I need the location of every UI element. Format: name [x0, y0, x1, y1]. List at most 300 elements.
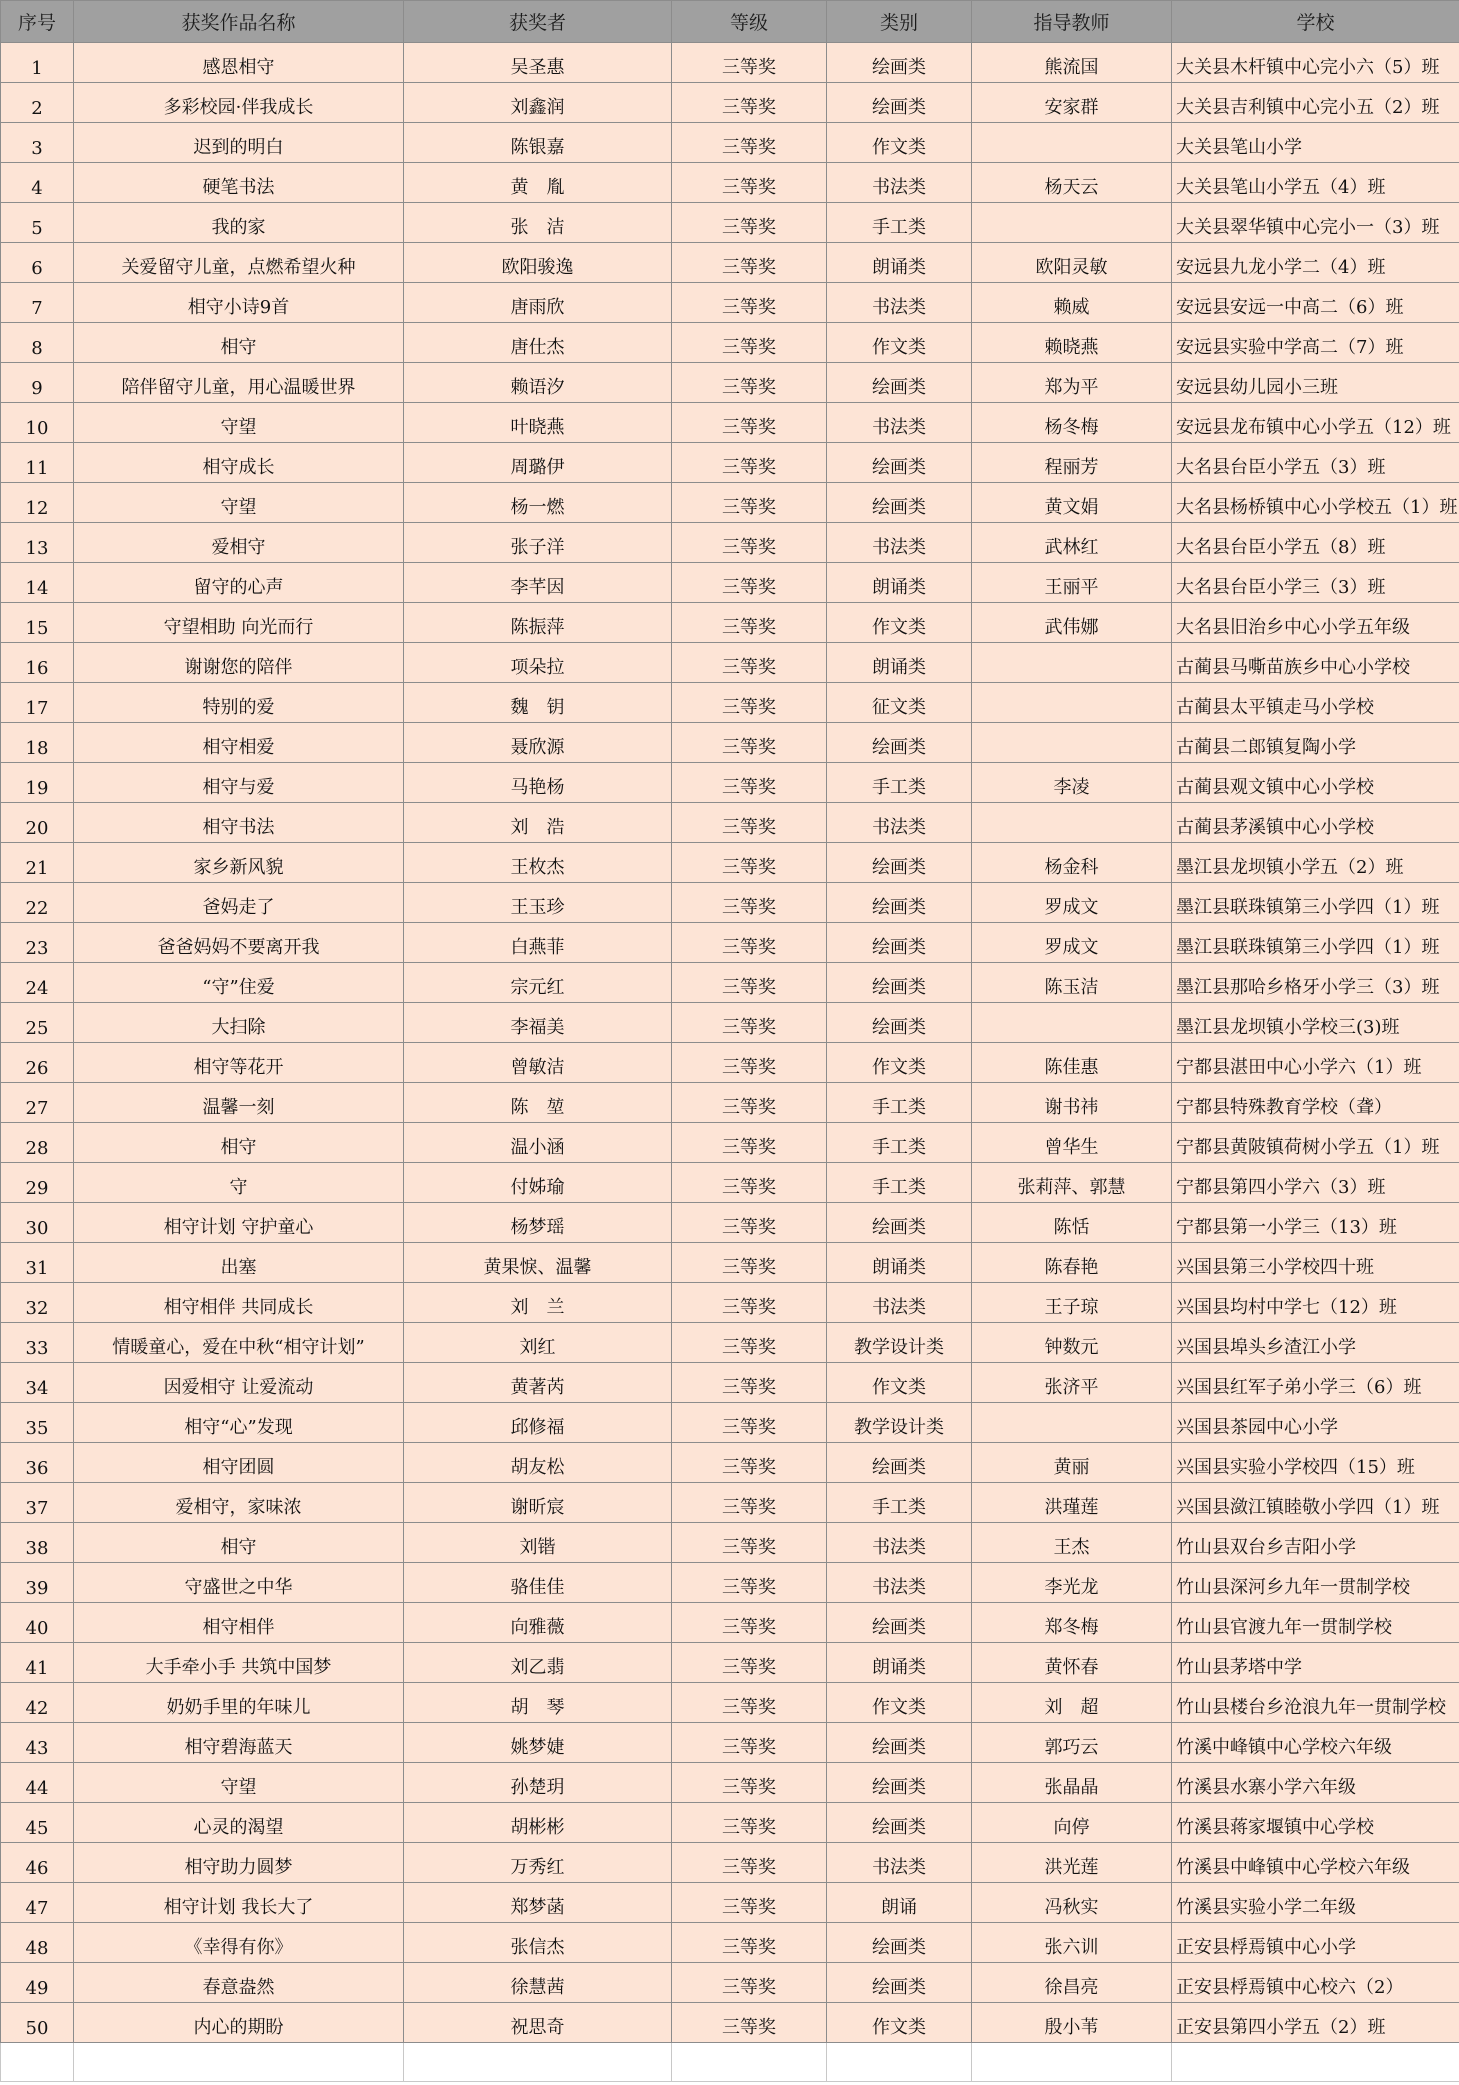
cell-level[interactable]: 三等奖 [672, 963, 827, 1003]
cell-school[interactable]: 兴国县埠头乡渣江小学 [1172, 1323, 1459, 1363]
cell-work-title[interactable]: 相守助力圆梦 [74, 1843, 404, 1883]
cell-category[interactable]: 手工类 [827, 1483, 972, 1523]
cell-work-title[interactable]: 春意盎然 [74, 1963, 404, 2003]
cell-school[interactable]: 竹山县双台乡吉阳小学 [1172, 1523, 1459, 1563]
cell-winner[interactable]: 黄 胤 [404, 163, 672, 203]
cell-work-title[interactable]: 心灵的渴望 [74, 1803, 404, 1843]
cell-category[interactable]: 书法类 [827, 1563, 972, 1603]
cell-work-title[interactable]: 相守“心”发现 [74, 1403, 404, 1443]
cell-index[interactable]: 43 [1, 1723, 74, 1763]
cell-teacher[interactable]: 武伟娜 [972, 603, 1172, 643]
cell-school[interactable]: 古蔺县茅溪镇中心小学校 [1172, 803, 1459, 843]
cell-teacher[interactable]: 陈佳惠 [972, 1043, 1172, 1083]
cell-teacher[interactable] [972, 723, 1172, 763]
cell-level[interactable]: 三等奖 [672, 1123, 827, 1163]
cell-category[interactable]: 朗诵类 [827, 1243, 972, 1283]
cell-index[interactable]: 48 [1, 1923, 74, 1963]
cell-teacher[interactable] [972, 643, 1172, 683]
cell-winner[interactable]: 叶晓燕 [404, 403, 672, 443]
cell-winner[interactable]: 陈 堃 [404, 1083, 672, 1123]
cell-work-title[interactable]: 特别的爱 [74, 683, 404, 723]
cell-school[interactable]: 大名县杨桥镇中心小学校五（1）班 [1172, 483, 1459, 523]
cell-category[interactable]: 绘画类 [827, 923, 972, 963]
cell-category[interactable]: 绘画类 [827, 43, 972, 83]
cell-school[interactable]: 兴国县茶园中心小学 [1172, 1403, 1459, 1443]
cell-teacher[interactable]: 王杰 [972, 1523, 1172, 1563]
cell-school[interactable]: 竹山县官渡九年一贯制学校 [1172, 1603, 1459, 1643]
cell-winner[interactable]: 刘鑫润 [404, 83, 672, 123]
cell-level[interactable]: 三等奖 [672, 163, 827, 203]
cell-teacher[interactable]: 陈春艳 [972, 1243, 1172, 1283]
cell-category[interactable]: 朗诵类 [827, 563, 972, 603]
cell-teacher[interactable] [972, 203, 1172, 243]
cell-teacher[interactable]: 张晶晶 [972, 1763, 1172, 1803]
cell-level[interactable]: 三等奖 [672, 403, 827, 443]
cell-teacher[interactable] [972, 803, 1172, 843]
cell-index[interactable]: 22 [1, 883, 74, 923]
cell-category[interactable]: 绘画类 [827, 1603, 972, 1643]
cell-index[interactable]: 4 [1, 163, 74, 203]
cell-work-title[interactable]: 内心的期盼 [74, 2003, 404, 2043]
empty-cell[interactable] [672, 2043, 827, 2082]
cell-category[interactable]: 绘画类 [827, 883, 972, 923]
cell-category[interactable]: 绘画类 [827, 843, 972, 883]
cell-school[interactable]: 安远县安远一中高二（6）班 [1172, 283, 1459, 323]
cell-teacher[interactable]: 赖晓燕 [972, 323, 1172, 363]
cell-work-title[interactable]: 我的家 [74, 203, 404, 243]
cell-level[interactable]: 三等奖 [672, 1803, 827, 1843]
cell-work-title[interactable]: 相守 [74, 1123, 404, 1163]
cell-index[interactable]: 47 [1, 1883, 74, 1923]
cell-index[interactable]: 49 [1, 1963, 74, 2003]
cell-work-title[interactable]: 相守等花开 [74, 1043, 404, 1083]
cell-category[interactable]: 绘画类 [827, 1723, 972, 1763]
cell-level[interactable]: 三等奖 [672, 363, 827, 403]
cell-work-title[interactable]: 相守相伴 [74, 1603, 404, 1643]
cell-level[interactable]: 三等奖 [672, 923, 827, 963]
cell-level[interactable]: 三等奖 [672, 1443, 827, 1483]
cell-level[interactable]: 三等奖 [672, 283, 827, 323]
cell-teacher[interactable]: 钟数元 [972, 1323, 1172, 1363]
cell-index[interactable]: 20 [1, 803, 74, 843]
cell-category[interactable]: 绘画类 [827, 483, 972, 523]
cell-work-title[interactable]: 守盛世之中华 [74, 1563, 404, 1603]
cell-teacher[interactable]: 张济平 [972, 1363, 1172, 1403]
cell-level[interactable]: 三等奖 [672, 1763, 827, 1803]
cell-school[interactable]: 大名县台臣小学五（3）班 [1172, 443, 1459, 483]
cell-index[interactable]: 33 [1, 1323, 74, 1363]
cell-school[interactable]: 竹山县茅塔中学 [1172, 1643, 1459, 1683]
cell-level[interactable]: 三等奖 [672, 723, 827, 763]
cell-level[interactable]: 三等奖 [672, 1883, 827, 1923]
cell-category[interactable]: 绘画类 [827, 1763, 972, 1803]
cell-index[interactable]: 42 [1, 1683, 74, 1723]
cell-school[interactable]: 大名县台臣小学五（8）班 [1172, 523, 1459, 563]
cell-school[interactable]: 古蔺县太平镇走马小学校 [1172, 683, 1459, 723]
header-cell-teacher[interactable]: 指导教师 [972, 1, 1172, 43]
cell-school[interactable]: 竹溪中峰镇中心学校六年级 [1172, 1723, 1459, 1763]
cell-level[interactable]: 三等奖 [672, 1323, 827, 1363]
cell-level[interactable]: 三等奖 [672, 2003, 827, 2043]
cell-index[interactable]: 14 [1, 563, 74, 603]
cell-work-title[interactable]: 感恩相守 [74, 43, 404, 83]
cell-school[interactable]: 大关县笔山小学五（4）班 [1172, 163, 1459, 203]
cell-level[interactable]: 三等奖 [672, 483, 827, 523]
cell-school[interactable]: 墨江县龙坝镇小学五（2）班 [1172, 843, 1459, 883]
cell-winner[interactable]: 黄著芮 [404, 1363, 672, 1403]
cell-category[interactable]: 书法类 [827, 523, 972, 563]
cell-winner[interactable]: 胡 琴 [404, 1683, 672, 1723]
header-cell-school[interactable]: 学校 [1172, 1, 1459, 43]
cell-category[interactable]: 书法类 [827, 1523, 972, 1563]
cell-teacher[interactable]: 黄文娟 [972, 483, 1172, 523]
cell-category[interactable]: 朗诵类 [827, 243, 972, 283]
empty-cell[interactable] [827, 2043, 972, 2082]
cell-teacher[interactable]: 王丽平 [972, 563, 1172, 603]
cell-level[interactable]: 三等奖 [672, 763, 827, 803]
cell-category[interactable]: 作文类 [827, 323, 972, 363]
cell-level[interactable]: 三等奖 [672, 883, 827, 923]
cell-work-title[interactable]: 《幸得有你》 [74, 1923, 404, 1963]
cell-index[interactable]: 35 [1, 1403, 74, 1443]
cell-school[interactable]: 古蔺县二郎镇复陶小学 [1172, 723, 1459, 763]
cell-work-title[interactable]: “守”住爱 [74, 963, 404, 1003]
cell-level[interactable]: 三等奖 [672, 1483, 827, 1523]
cell-school[interactable]: 宁都县黄陂镇荷树小学五（1）班 [1172, 1123, 1459, 1163]
cell-teacher[interactable]: 陈玉洁 [972, 963, 1172, 1003]
cell-category[interactable]: 绘画类 [827, 363, 972, 403]
cell-work-title[interactable]: 爱相守，家味浓 [74, 1483, 404, 1523]
cell-work-title[interactable]: 陪伴留守儿童，用心温暖世界 [74, 363, 404, 403]
cell-work-title[interactable]: 关爱留守儿童，点燃希望火种 [74, 243, 404, 283]
cell-winner[interactable]: 王枚杰 [404, 843, 672, 883]
cell-teacher[interactable]: 李凌 [972, 763, 1172, 803]
cell-teacher[interactable]: 陈恬 [972, 1203, 1172, 1243]
cell-winner[interactable]: 孙楚玥 [404, 1763, 672, 1803]
cell-teacher[interactable]: 黄丽 [972, 1443, 1172, 1483]
cell-category[interactable]: 绘画类 [827, 723, 972, 763]
cell-index[interactable]: 21 [1, 843, 74, 883]
cell-winner[interactable]: 宗元红 [404, 963, 672, 1003]
cell-teacher[interactable]: 李光龙 [972, 1563, 1172, 1603]
cell-teacher[interactable]: 洪瑾莲 [972, 1483, 1172, 1523]
cell-index[interactable]: 24 [1, 963, 74, 1003]
cell-level[interactable]: 三等奖 [672, 1563, 827, 1603]
cell-category[interactable]: 手工类 [827, 1123, 972, 1163]
cell-work-title[interactable]: 大扫除 [74, 1003, 404, 1043]
cell-index[interactable]: 46 [1, 1843, 74, 1883]
cell-teacher[interactable]: 黄怀春 [972, 1643, 1172, 1683]
cell-school[interactable]: 墨江县联珠镇第三小学四（1）班 [1172, 883, 1459, 923]
cell-work-title[interactable]: 守 [74, 1163, 404, 1203]
cell-school[interactable]: 兴国县红军子弟小学三（6）班 [1172, 1363, 1459, 1403]
cell-work-title[interactable]: 相守碧海蓝天 [74, 1723, 404, 1763]
cell-work-title[interactable]: 相守书法 [74, 803, 404, 843]
cell-work-title[interactable]: 守望相助 向光而行 [74, 603, 404, 643]
cell-category[interactable]: 朗诵 [827, 1883, 972, 1923]
cell-winner[interactable]: 李福美 [404, 1003, 672, 1043]
cell-winner[interactable]: 陈银嘉 [404, 123, 672, 163]
cell-level[interactable]: 三等奖 [672, 443, 827, 483]
cell-index[interactable]: 16 [1, 643, 74, 683]
cell-winner[interactable]: 胡友松 [404, 1443, 672, 1483]
cell-work-title[interactable]: 因爱相守 让爱流动 [74, 1363, 404, 1403]
cell-winner[interactable]: 欧阳骏逸 [404, 243, 672, 283]
cell-category[interactable]: 手工类 [827, 203, 972, 243]
cell-work-title[interactable]: 相守小诗9首 [74, 283, 404, 323]
cell-index[interactable]: 19 [1, 763, 74, 803]
cell-category[interactable]: 教学设计类 [827, 1403, 972, 1443]
cell-level[interactable]: 三等奖 [672, 1843, 827, 1883]
cell-teacher[interactable]: 罗成文 [972, 923, 1172, 963]
cell-work-title[interactable]: 爸爸妈妈不要离开我 [74, 923, 404, 963]
cell-winner[interactable]: 马艳杨 [404, 763, 672, 803]
cell-level[interactable]: 三等奖 [672, 1403, 827, 1443]
cell-winner[interactable]: 唐雨欣 [404, 283, 672, 323]
cell-index[interactable]: 2 [1, 83, 74, 123]
cell-school[interactable]: 正安县桴焉镇中心小学 [1172, 1923, 1459, 1963]
cell-index[interactable]: 36 [1, 1443, 74, 1483]
cell-work-title[interactable]: 守望 [74, 483, 404, 523]
cell-level[interactable]: 三等奖 [672, 1523, 827, 1563]
cell-school[interactable]: 安远县实验中学高二（7）班 [1172, 323, 1459, 363]
cell-level[interactable]: 三等奖 [672, 203, 827, 243]
cell-work-title[interactable]: 守望 [74, 1763, 404, 1803]
cell-work-title[interactable]: 多彩校园·伴我成长 [74, 83, 404, 123]
cell-school[interactable]: 竹溪县蒋家堰镇中心学校 [1172, 1803, 1459, 1843]
cell-work-title[interactable]: 情暖童心，爱在中秋“相守计划” [74, 1323, 404, 1363]
cell-index[interactable]: 28 [1, 1123, 74, 1163]
cell-work-title[interactable]: 谢谢您的陪伴 [74, 643, 404, 683]
cell-teacher[interactable]: 洪光莲 [972, 1843, 1172, 1883]
cell-winner[interactable]: 张 洁 [404, 203, 672, 243]
cell-teacher[interactable]: 谢书祎 [972, 1083, 1172, 1123]
cell-index[interactable]: 45 [1, 1803, 74, 1843]
cell-teacher[interactable]: 向停 [972, 1803, 1172, 1843]
cell-teacher[interactable]: 殷小苇 [972, 2003, 1172, 2043]
cell-index[interactable]: 17 [1, 683, 74, 723]
cell-winner[interactable]: 张子洋 [404, 523, 672, 563]
cell-winner[interactable]: 白燕菲 [404, 923, 672, 963]
cell-school[interactable]: 墨江县联珠镇第三小学四（1）班 [1172, 923, 1459, 963]
cell-teacher[interactable]: 刘 超 [972, 1683, 1172, 1723]
cell-category[interactable]: 绘画类 [827, 83, 972, 123]
cell-winner[interactable]: 谢昕宸 [404, 1483, 672, 1523]
cell-level[interactable]: 三等奖 [672, 1243, 827, 1283]
cell-work-title[interactable]: 温馨一刻 [74, 1083, 404, 1123]
cell-school[interactable]: 宁都县特殊教育学校（聋） [1172, 1083, 1459, 1123]
cell-level[interactable]: 三等奖 [672, 1083, 827, 1123]
cell-level[interactable]: 三等奖 [672, 1643, 827, 1683]
cell-school[interactable]: 竹溪县实验小学二年级 [1172, 1883, 1459, 1923]
cell-index[interactable]: 11 [1, 443, 74, 483]
cell-work-title[interactable]: 相守相爱 [74, 723, 404, 763]
cell-index[interactable]: 27 [1, 1083, 74, 1123]
cell-teacher[interactable]: 张六训 [972, 1923, 1172, 1963]
cell-index[interactable]: 18 [1, 723, 74, 763]
cell-school[interactable]: 大名县台臣小学三（3）班 [1172, 563, 1459, 603]
cell-index[interactable]: 13 [1, 523, 74, 563]
empty-cell[interactable] [1, 2043, 74, 2082]
cell-work-title[interactable]: 家乡新风貌 [74, 843, 404, 883]
cell-work-title[interactable]: 守望 [74, 403, 404, 443]
cell-winner[interactable]: 刘乙翡 [404, 1643, 672, 1683]
cell-index[interactable]: 37 [1, 1483, 74, 1523]
cell-school[interactable]: 大关县翠华镇中心完小一（3）班 [1172, 203, 1459, 243]
cell-winner[interactable]: 项朵拉 [404, 643, 672, 683]
cell-school[interactable]: 正安县桴焉镇中心校六（2） [1172, 1963, 1459, 2003]
header-cell-work-title[interactable]: 获奖作品名称 [74, 1, 404, 43]
cell-level[interactable]: 三等奖 [672, 83, 827, 123]
header-cell-category[interactable]: 类别 [827, 1, 972, 43]
cell-teacher[interactable]: 郭巧云 [972, 1723, 1172, 1763]
cell-winner[interactable]: 吴圣惠 [404, 43, 672, 83]
cell-teacher[interactable]: 张莉萍、郭慧 [972, 1163, 1172, 1203]
cell-winner[interactable]: 杨一燃 [404, 483, 672, 523]
cell-school[interactable]: 宁都县第一小学三（13）班 [1172, 1203, 1459, 1243]
cell-category[interactable]: 书法类 [827, 803, 972, 843]
cell-work-title[interactable]: 硬笔书法 [74, 163, 404, 203]
cell-category[interactable]: 作文类 [827, 123, 972, 163]
cell-level[interactable]: 三等奖 [672, 1963, 827, 2003]
cell-index[interactable]: 1 [1, 43, 74, 83]
cell-winner[interactable]: 魏 钥 [404, 683, 672, 723]
cell-teacher[interactable]: 赖威 [972, 283, 1172, 323]
cell-winner[interactable]: 陈振萍 [404, 603, 672, 643]
cell-school[interactable]: 宁都县湛田中心小学六（1）班 [1172, 1043, 1459, 1083]
cell-category[interactable]: 教学设计类 [827, 1323, 972, 1363]
cell-category[interactable]: 绘画类 [827, 1443, 972, 1483]
cell-winner[interactable]: 李芊因 [404, 563, 672, 603]
cell-category[interactable]: 绘画类 [827, 443, 972, 483]
cell-work-title[interactable]: 相守 [74, 323, 404, 363]
cell-work-title[interactable]: 迟到的明白 [74, 123, 404, 163]
cell-teacher[interactable]: 杨冬梅 [972, 403, 1172, 443]
cell-index[interactable]: 25 [1, 1003, 74, 1043]
cell-index[interactable]: 9 [1, 363, 74, 403]
cell-level[interactable]: 三等奖 [672, 523, 827, 563]
cell-work-title[interactable]: 相守与爱 [74, 763, 404, 803]
cell-work-title[interactable]: 奶奶手里的年味儿 [74, 1683, 404, 1723]
header-cell-winner[interactable]: 获奖者 [404, 1, 672, 43]
cell-winner[interactable]: 刘红 [404, 1323, 672, 1363]
cell-school[interactable]: 正安县第四小学五（2）班 [1172, 2003, 1459, 2043]
cell-index[interactable]: 26 [1, 1043, 74, 1083]
empty-cell[interactable] [972, 2043, 1172, 2082]
cell-level[interactable]: 三等奖 [672, 123, 827, 163]
cell-teacher[interactable]: 郑冬梅 [972, 1603, 1172, 1643]
cell-index[interactable]: 41 [1, 1643, 74, 1683]
cell-category[interactable]: 绘画类 [827, 1003, 972, 1043]
cell-teacher[interactable]: 武林红 [972, 523, 1172, 563]
cell-winner[interactable]: 周璐伊 [404, 443, 672, 483]
cell-category[interactable]: 绘画类 [827, 963, 972, 1003]
cell-teacher[interactable]: 王子琼 [972, 1283, 1172, 1323]
cell-index[interactable]: 15 [1, 603, 74, 643]
cell-level[interactable]: 三等奖 [672, 683, 827, 723]
cell-winner[interactable]: 杨梦瑶 [404, 1203, 672, 1243]
cell-teacher[interactable]: 罗成文 [972, 883, 1172, 923]
cell-category[interactable]: 书法类 [827, 403, 972, 443]
cell-level[interactable]: 三等奖 [672, 1203, 827, 1243]
empty-cell[interactable] [404, 2043, 672, 2082]
cell-school[interactable]: 兴国县潋江镇睦敬小学四（1）班 [1172, 1483, 1459, 1523]
cell-winner[interactable]: 郑梦菡 [404, 1883, 672, 1923]
cell-index[interactable]: 7 [1, 283, 74, 323]
cell-work-title[interactable]: 爸妈走了 [74, 883, 404, 923]
cell-winner[interactable]: 刘 浩 [404, 803, 672, 843]
cell-work-title[interactable]: 相守计划 守护童心 [74, 1203, 404, 1243]
cell-category[interactable]: 朗诵类 [827, 1643, 972, 1683]
cell-index[interactable]: 12 [1, 483, 74, 523]
cell-school[interactable]: 竹溪县水寨小学六年级 [1172, 1763, 1459, 1803]
cell-teacher[interactable]: 杨天云 [972, 163, 1172, 203]
cell-winner[interactable]: 邱修福 [404, 1403, 672, 1443]
cell-work-title[interactable]: 留守的心声 [74, 563, 404, 603]
cell-work-title[interactable]: 爱相守 [74, 523, 404, 563]
cell-level[interactable]: 三等奖 [672, 1003, 827, 1043]
cell-level[interactable]: 三等奖 [672, 1603, 827, 1643]
cell-index[interactable]: 50 [1, 2003, 74, 2043]
cell-teacher[interactable]: 郑为平 [972, 363, 1172, 403]
cell-category[interactable]: 书法类 [827, 283, 972, 323]
cell-index[interactable]: 23 [1, 923, 74, 963]
cell-teacher[interactable]: 欧阳灵敏 [972, 243, 1172, 283]
cell-school[interactable]: 宁都县第四小学六（3）班 [1172, 1163, 1459, 1203]
cell-winner[interactable]: 付姊瑜 [404, 1163, 672, 1203]
cell-category[interactable]: 征文类 [827, 683, 972, 723]
cell-index[interactable]: 34 [1, 1363, 74, 1403]
cell-category[interactable]: 手工类 [827, 1163, 972, 1203]
cell-level[interactable]: 三等奖 [672, 563, 827, 603]
cell-work-title[interactable]: 相守团圆 [74, 1443, 404, 1483]
cell-category[interactable]: 绘画类 [827, 1203, 972, 1243]
cell-index[interactable]: 29 [1, 1163, 74, 1203]
cell-school[interactable]: 安远县九龙小学二（4）班 [1172, 243, 1459, 283]
cell-winner[interactable]: 赖语汐 [404, 363, 672, 403]
cell-school[interactable]: 兴国县第三小学校四十班 [1172, 1243, 1459, 1283]
cell-level[interactable]: 三等奖 [672, 323, 827, 363]
cell-level[interactable]: 三等奖 [672, 1283, 827, 1323]
header-cell-level[interactable]: 等级 [672, 1, 827, 43]
cell-category[interactable]: 手工类 [827, 763, 972, 803]
cell-teacher[interactable]: 熊流国 [972, 43, 1172, 83]
cell-teacher[interactable]: 徐昌亮 [972, 1963, 1172, 2003]
cell-category[interactable]: 书法类 [827, 163, 972, 203]
cell-index[interactable]: 5 [1, 203, 74, 243]
cell-school[interactable]: 大关县笔山小学 [1172, 123, 1459, 163]
cell-school[interactable]: 古蔺县马嘶苗族乡中心小学校 [1172, 643, 1459, 683]
cell-teacher[interactable] [972, 1003, 1172, 1043]
cell-level[interactable]: 三等奖 [672, 1043, 827, 1083]
cell-index[interactable]: 6 [1, 243, 74, 283]
cell-category[interactable]: 作文类 [827, 603, 972, 643]
empty-cell[interactable] [1172, 2043, 1459, 2082]
cell-index[interactable]: 38 [1, 1523, 74, 1563]
cell-level[interactable]: 三等奖 [672, 1363, 827, 1403]
cell-teacher[interactable] [972, 123, 1172, 163]
cell-winner[interactable]: 徐慧茜 [404, 1963, 672, 2003]
cell-school[interactable]: 墨江县那哈乡格牙小学三（3）班 [1172, 963, 1459, 1003]
cell-school[interactable]: 安远县龙布镇中心小学五（12）班 [1172, 403, 1459, 443]
cell-teacher[interactable]: 杨金科 [972, 843, 1172, 883]
cell-index[interactable]: 32 [1, 1283, 74, 1323]
cell-winner[interactable]: 向雅薇 [404, 1603, 672, 1643]
cell-level[interactable]: 三等奖 [672, 803, 827, 843]
cell-teacher[interactable]: 曾华生 [972, 1123, 1172, 1163]
cell-level[interactable]: 三等奖 [672, 1723, 827, 1763]
cell-category[interactable]: 作文类 [827, 1363, 972, 1403]
